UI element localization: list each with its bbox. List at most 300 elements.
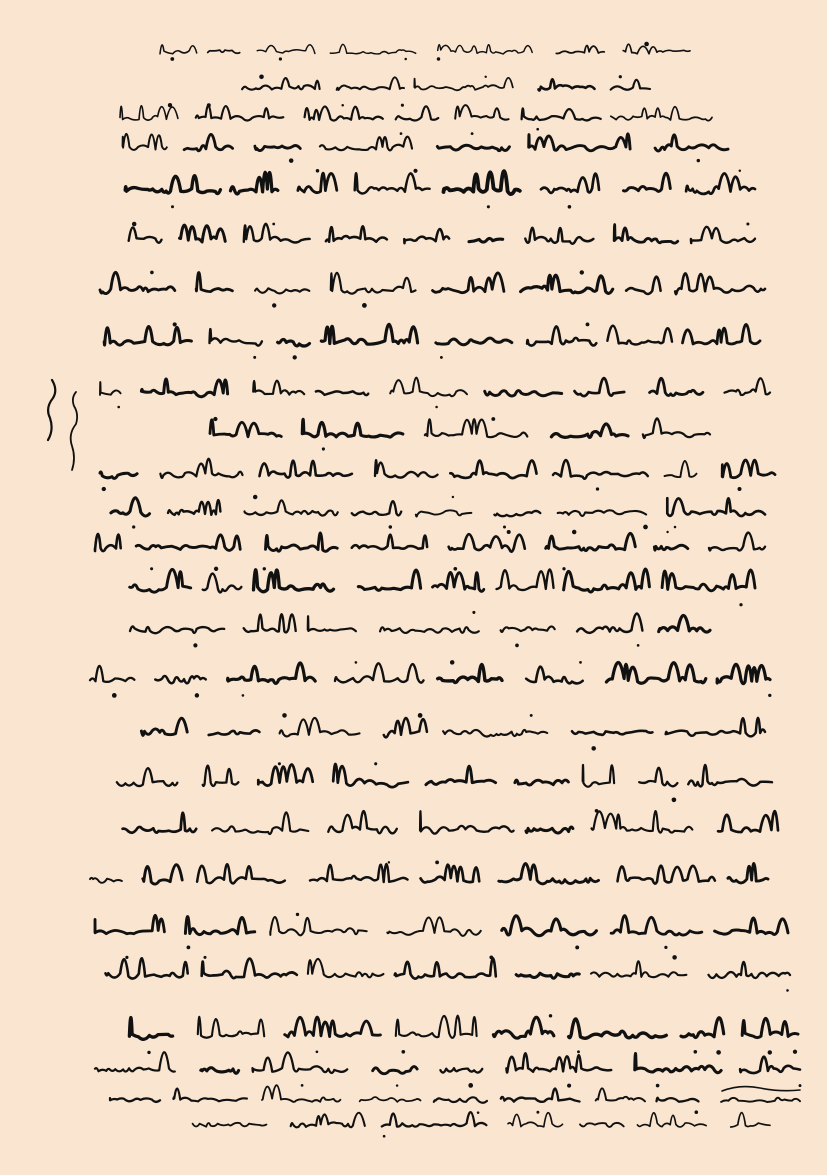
ink-dot — [572, 530, 576, 534]
handwriting-stroke — [209, 730, 260, 735]
margin-notes — [48, 380, 800, 1091]
ink-dot — [644, 42, 649, 47]
handwriting-stroke — [666, 718, 765, 737]
ink-dot — [637, 644, 640, 647]
handwriting-stroke — [111, 498, 150, 516]
handwriting-stroke — [203, 766, 239, 786]
ink-dot — [147, 1051, 150, 1054]
handwriting-stroke — [655, 135, 728, 151]
handwriting-stroke — [337, 77, 404, 90]
handwriting-stroke — [360, 1097, 421, 1102]
handwriting-stroke — [208, 50, 240, 53]
ink-dot — [170, 57, 174, 61]
ink-dot — [694, 1050, 698, 1054]
ink-dot — [440, 356, 443, 359]
handwriting-stroke — [258, 764, 312, 785]
handwriting-stroke — [420, 811, 513, 833]
ink-dot — [355, 661, 358, 664]
ink-dot — [150, 567, 153, 570]
ink-dot — [301, 1084, 304, 1087]
handwriting-stroke — [485, 391, 562, 396]
handwriting-stroke — [577, 613, 642, 632]
ink-dot — [279, 57, 282, 60]
handwriting-stroke — [637, 1113, 706, 1127]
handwriting-stroke — [316, 391, 368, 395]
handwriting-stroke — [494, 511, 540, 516]
ink-dot — [562, 567, 565, 570]
ink-dot — [484, 76, 486, 78]
ink-dot — [418, 713, 423, 718]
handwriting-stroke — [569, 1019, 667, 1038]
handwriting-stroke — [270, 917, 366, 935]
handwriting-stroke — [502, 916, 597, 936]
handwriting-stroke — [104, 327, 191, 346]
handwriting-stroke — [718, 811, 778, 832]
handwriting-stroke — [665, 461, 697, 477]
handwriting-stroke — [539, 79, 595, 90]
handwriting-stroke — [328, 811, 397, 833]
ink-dot — [117, 406, 120, 409]
handwriting-stroke — [742, 1018, 798, 1037]
handwriting-stroke — [266, 533, 338, 551]
handwriting-stroke — [352, 501, 401, 515]
handwriting-stroke — [129, 227, 162, 242]
handwriting-stroke — [499, 864, 599, 884]
ink-dot — [404, 58, 407, 61]
handwriting-stroke — [331, 273, 416, 294]
ink-dot — [739, 603, 742, 606]
handwriting-stroke — [395, 958, 496, 978]
ink-dot — [595, 809, 599, 813]
handwriting-stroke — [333, 764, 408, 787]
handwriting-stroke — [390, 378, 467, 397]
handwriting-stroke — [384, 718, 427, 737]
handwriting-stroke — [740, 1057, 800, 1073]
handwriting-stroke — [100, 272, 175, 293]
handwriting-stroke — [180, 225, 226, 242]
handwriting-stroke — [662, 570, 755, 591]
handwriting-stroke — [436, 338, 512, 345]
ink-dot — [656, 418, 659, 421]
handwriting-stroke — [425, 419, 527, 437]
handwriting-stroke — [618, 866, 715, 884]
handwriting-stroke — [580, 1123, 624, 1127]
ink-dot — [132, 222, 137, 227]
ink-dot — [716, 1050, 721, 1055]
handwriting-stroke — [130, 626, 224, 633]
ink-dot — [193, 643, 197, 647]
ink-dot — [768, 1050, 772, 1054]
handwriting-stroke — [255, 146, 300, 151]
handwriting-stroke — [308, 959, 384, 977]
ink-dot — [786, 989, 789, 992]
ink-dot — [150, 271, 154, 275]
ink-dot — [672, 955, 677, 960]
ink-dot — [278, 762, 281, 765]
handwriting-stroke — [725, 378, 771, 395]
ink-dot — [112, 693, 117, 698]
handwriting-stroke — [310, 864, 408, 882]
ink-dot — [471, 132, 474, 135]
handwriting-stroke — [643, 418, 710, 438]
handwriting-stroke — [675, 273, 765, 294]
handwriting-stroke — [611, 915, 702, 935]
handwriting-stroke — [433, 273, 504, 293]
handwriting-stroke — [305, 107, 383, 121]
handwriting-stroke — [591, 961, 686, 977]
ink-dot — [316, 169, 320, 173]
ink-dot — [568, 205, 572, 209]
handwriting-stroke — [260, 461, 352, 478]
handwriting-stroke — [123, 134, 167, 150]
ink-dot — [214, 567, 218, 571]
ink-dot — [207, 103, 211, 107]
ink-dot — [125, 956, 128, 959]
handwriting-stroke — [160, 45, 197, 54]
handwriting-stroke — [572, 731, 652, 735]
handwriting-stroke — [173, 1089, 247, 1102]
ink-dot — [738, 487, 742, 491]
ink-dot — [452, 496, 454, 498]
ink-dot — [272, 223, 275, 226]
ink-dot — [453, 567, 457, 571]
handwriting-stroke — [231, 172, 278, 194]
ink-dot — [195, 693, 199, 697]
handwriting-stroke — [626, 277, 661, 294]
handwriting-stroke — [443, 730, 547, 737]
handwriting-stroke — [210, 329, 262, 345]
ink-dot — [580, 270, 584, 274]
handwriting-stroke — [558, 510, 646, 516]
handwriting-stroke — [414, 78, 513, 90]
handwriting-stroke — [450, 461, 536, 479]
handwriting-stroke — [606, 662, 705, 683]
handwriting-stroke — [433, 572, 484, 591]
handwriting-stroke — [575, 378, 625, 396]
ink-dot — [388, 861, 390, 863]
ink-dot — [316, 1050, 319, 1053]
ink-dot — [739, 170, 741, 172]
ink-dot — [263, 567, 266, 570]
handwriting-stroke — [387, 917, 481, 935]
ink-dot — [435, 406, 438, 409]
handwriting-stroke — [516, 973, 579, 978]
handwriting-stroke — [440, 1068, 482, 1072]
ink-dot — [374, 762, 377, 765]
ink-dot — [168, 103, 172, 107]
handwriting-stroke — [262, 1085, 340, 1102]
handwriting-stroke — [728, 863, 768, 882]
handwriting-stroke — [253, 381, 304, 395]
handwriting-stroke — [278, 339, 310, 346]
handwriting-stroke — [242, 78, 320, 90]
ink-dot — [213, 417, 217, 421]
ink-dot — [579, 661, 582, 664]
ink-dot — [596, 487, 599, 490]
handwriting-stroke — [321, 324, 417, 344]
handwriting-stroke — [193, 1123, 267, 1127]
ink-dot — [674, 526, 677, 529]
handwriting-stroke — [404, 229, 449, 243]
handwriting-stroke — [659, 615, 710, 632]
handwriting-stroke — [546, 533, 636, 550]
ink-dot — [437, 57, 440, 60]
handwriting-stroke — [280, 718, 360, 736]
ink-dot — [203, 956, 206, 959]
ink-dot — [102, 487, 106, 491]
handwriting-stroke — [421, 865, 480, 883]
margin-note-stroke — [71, 392, 77, 470]
handwriting-stroke — [212, 812, 308, 834]
handwriting-stroke — [253, 1052, 348, 1073]
handwriting-stroke — [196, 272, 232, 291]
handwriting-stroke — [686, 173, 755, 194]
handwriting-stroke — [355, 173, 430, 193]
handwriting-stroke — [141, 379, 227, 397]
ink-dot — [577, 1050, 580, 1053]
handwriting-stroke — [564, 569, 650, 592]
handwriting-stroke — [526, 827, 573, 833]
ink-dot — [746, 222, 749, 225]
handwriting-stroke — [717, 664, 770, 683]
ink-dot — [187, 946, 191, 950]
ink-dot — [282, 713, 287, 718]
handwriting-stroke — [95, 915, 164, 933]
handwriting-stroke — [501, 626, 555, 631]
handwriting-stroke — [709, 962, 791, 978]
ink-dot — [697, 159, 700, 162]
handwriting-stroke — [522, 109, 601, 121]
handwriting-stroke — [382, 1112, 487, 1127]
handwriting-stroke — [525, 228, 593, 244]
ink-dot — [435, 860, 439, 864]
handwriting-stroke — [437, 145, 509, 150]
handwriting-stroke — [302, 419, 403, 437]
handwriting-stroke — [90, 878, 122, 883]
ink-dot — [413, 169, 417, 173]
handwriting-stroke — [688, 765, 772, 786]
handwriting-stroke — [141, 718, 187, 735]
handwriting-stroke — [285, 1017, 381, 1037]
handwriting-stroke — [197, 864, 285, 883]
handwriting-stroke — [255, 288, 309, 293]
ink-dot — [643, 525, 648, 530]
handwriting-stroke — [335, 663, 424, 682]
ink-dot — [173, 322, 177, 326]
handwriting-stroke — [100, 472, 137, 478]
handwriting-stroke — [515, 780, 569, 785]
ink-dot — [672, 797, 677, 802]
handwriting-stroke — [438, 664, 502, 682]
handwriting-stroke — [455, 105, 508, 120]
handwriting-stroke — [245, 500, 338, 515]
handwriting-stroke — [623, 44, 690, 54]
handwriting-stroke — [469, 238, 503, 242]
handwriting-stroke — [257, 45, 315, 54]
handwriting-stroke — [551, 424, 628, 437]
handwriting-stroke — [308, 616, 356, 631]
handwriting-stroke — [635, 1054, 721, 1073]
handwriting-stroke — [326, 226, 387, 242]
handwriting-stroke — [185, 917, 254, 935]
handwriting-stroke — [396, 1016, 477, 1038]
handwriting-stroke — [614, 225, 678, 244]
margin-note-stroke — [722, 1087, 800, 1091]
handwriting-stroke — [657, 1098, 699, 1102]
handwriting-stroke — [254, 570, 334, 592]
ink-dot — [171, 205, 174, 208]
handwriting-stroke — [123, 813, 197, 833]
ink-dot — [567, 1084, 571, 1088]
handwriting-stroke — [521, 275, 613, 293]
handwriting-stroke — [130, 569, 191, 592]
handwriting-stroke — [592, 811, 693, 833]
handwriting-stroke — [426, 766, 496, 785]
handwriting-stroke — [501, 1089, 580, 1102]
handwriting-stroke — [202, 959, 297, 979]
ink-dot — [296, 913, 299, 916]
ink-dot — [507, 530, 511, 534]
ink-dot — [322, 447, 325, 450]
handwriting-stroke — [110, 1098, 160, 1102]
ink-dot — [468, 1083, 473, 1088]
handwriting-stroke — [624, 173, 671, 191]
ink-dot — [575, 945, 579, 949]
ink-dot — [515, 644, 519, 648]
handwriting-stroke — [203, 574, 242, 593]
ink-dot — [272, 303, 276, 307]
handwriting-stroke — [691, 227, 755, 243]
handwriting-stroke — [434, 1097, 487, 1102]
handwriting-stroke — [508, 1113, 563, 1127]
handwriting-stroke — [198, 1017, 264, 1038]
handwriting-stroke — [607, 326, 672, 345]
handwriting-stroke — [639, 768, 677, 787]
handwriting-stroke — [358, 570, 420, 590]
handwriting-stroke — [117, 768, 177, 786]
handwriting-stroke — [291, 1113, 365, 1128]
handwriting-stroke — [449, 534, 525, 551]
handwriting-stroke — [444, 171, 520, 194]
handwriting-stroke — [380, 627, 479, 633]
ink-dot — [389, 525, 392, 528]
handwriting-stroke — [228, 663, 316, 684]
ink-dot — [530, 714, 533, 717]
handwriting-stroke — [596, 1088, 645, 1101]
ink-dot — [768, 694, 771, 697]
handwriting-stroke — [527, 326, 596, 345]
handwriting-stroke — [106, 958, 188, 978]
ink-dot — [383, 1135, 386, 1138]
handwriting-stroke — [396, 106, 439, 120]
handwriting-stroke — [196, 105, 283, 120]
ink-dot — [666, 531, 668, 533]
margin-note-stroke — [48, 380, 55, 440]
handwriting-stroke — [493, 1017, 553, 1038]
handwriting-stroke — [298, 173, 337, 193]
handwriting-stroke — [681, 1018, 724, 1038]
handwriting-stroke — [129, 1018, 172, 1040]
handwriting-stroke — [683, 324, 761, 344]
handwriting-stroke — [120, 106, 178, 120]
ink-dot — [259, 74, 264, 79]
handwriting-stroke — [731, 1113, 770, 1127]
handwriting-stroke — [184, 134, 233, 150]
handwriting-stroke — [541, 174, 599, 193]
handwriting-stroke — [100, 382, 121, 395]
handwriting-stroke — [583, 765, 614, 787]
ink-dot — [793, 1050, 797, 1054]
ink-dot — [503, 525, 506, 528]
handwriting-stroke — [352, 535, 427, 549]
handwriting-stroke — [654, 545, 687, 550]
handwriting-stroke — [160, 459, 242, 478]
ink-dot — [586, 322, 590, 326]
handwriting-stroke — [168, 500, 220, 515]
ink-dot — [401, 1050, 405, 1054]
handwriting-stroke — [529, 134, 630, 151]
handwriting-stroke — [95, 534, 121, 551]
ink-dot — [695, 1110, 699, 1114]
handwriting-stroke — [497, 569, 554, 590]
ink-dot — [401, 104, 404, 107]
ink-dot — [536, 1111, 539, 1114]
ink-dot — [450, 660, 455, 665]
ink-dot — [536, 128, 539, 131]
ink-dot — [132, 525, 135, 528]
handwriting-stroke — [526, 667, 583, 684]
handwriting-stroke — [136, 535, 240, 551]
ink-dot — [472, 611, 475, 614]
handwriting-stroke — [667, 498, 765, 516]
ink-dot — [799, 1084, 802, 1087]
ink-dot — [487, 205, 490, 208]
handwriting-stroke — [95, 1052, 175, 1071]
ink-dot — [489, 956, 493, 960]
handwriting-stroke — [244, 614, 296, 632]
ink-dot — [477, 1111, 480, 1114]
handwriting-stroke — [143, 865, 182, 884]
ink-dot — [253, 356, 256, 359]
handwriting-stroke — [244, 224, 310, 243]
handwriting-stroke — [556, 46, 604, 54]
handwriting-stroke — [155, 676, 206, 683]
ink-dot — [289, 158, 294, 163]
handwriting-stroke — [650, 378, 703, 395]
handwriting-stroke — [721, 1098, 800, 1102]
handwriting-stroke — [201, 1068, 239, 1074]
ink-dot — [400, 132, 403, 135]
ink-dot — [341, 104, 344, 107]
handwriting-stroke — [90, 666, 134, 682]
handwriting-stroke — [715, 918, 788, 934]
handwriting-stroke — [722, 460, 775, 478]
ink-dot — [396, 1084, 398, 1086]
handwriting-lines — [90, 42, 801, 1138]
ink-dot — [549, 1014, 552, 1017]
handwriting-stroke — [438, 45, 533, 54]
ink-dot — [664, 946, 667, 949]
handwriting-stroke — [125, 176, 220, 194]
handwriting-stroke — [611, 80, 650, 90]
handwriting-stroke — [709, 533, 765, 551]
ink-dot — [591, 746, 596, 751]
handwriting-stroke — [375, 460, 438, 477]
ink-dot — [656, 1084, 660, 1088]
ink-dot — [253, 495, 257, 499]
ink-dot — [242, 694, 245, 697]
handwriting-stroke — [416, 510, 472, 516]
